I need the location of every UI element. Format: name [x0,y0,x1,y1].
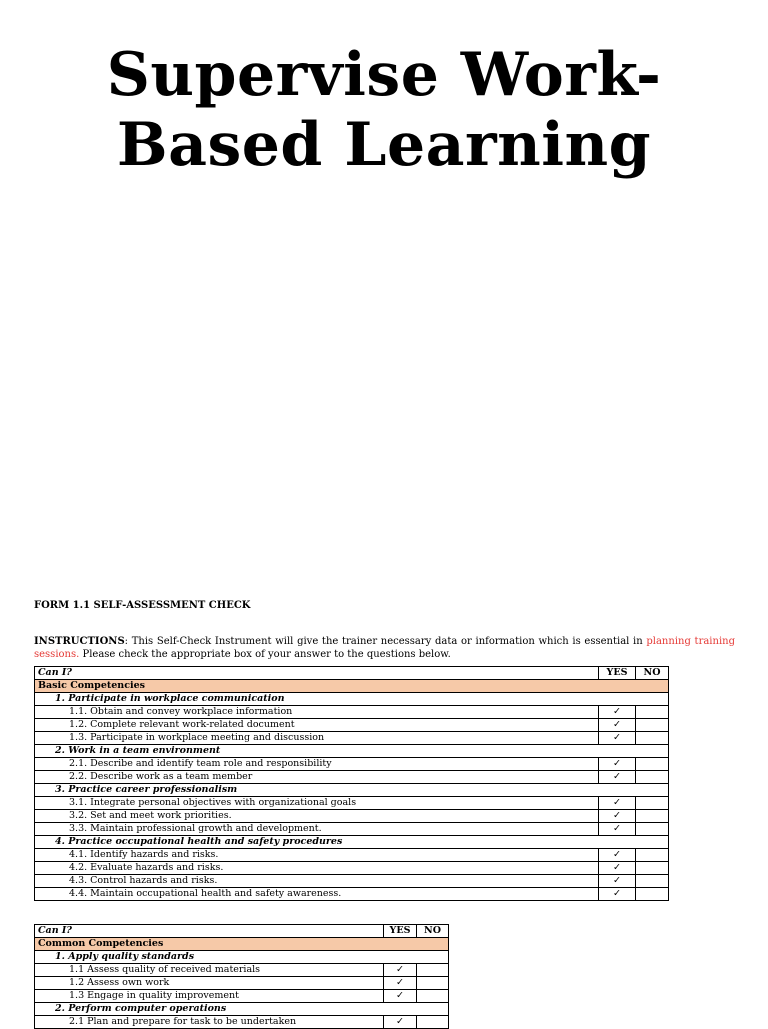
yes-checkbox[interactable]: ✓ [599,888,636,901]
category-row [35,680,669,693]
competency-row [35,836,669,849]
question-text: 4.3. Control hazards and risks. [35,875,599,888]
yes-checkbox[interactable]: ✓ [599,797,636,810]
yes-checkbox[interactable]: ✓ [599,732,636,745]
yes-checkbox[interactable]: ✓ [599,849,636,862]
question-text: 1.3. Participate in workplace meeting and discussion [35,732,599,745]
question-text: 1.2. Complete relevant work-related document [35,719,599,732]
question-text: 1.2 Assess own work [35,977,384,990]
table-row [35,990,449,1003]
column-header-no: NO [636,667,669,680]
table-row [35,706,669,719]
no-checkbox[interactable] [636,797,669,810]
no-checkbox[interactable] [417,964,449,977]
yes-checkbox[interactable]: ✓ [384,977,417,990]
question-text: 1.1. Obtain and convey workplace information [35,706,599,719]
table-row [35,719,669,732]
form-title: FORM 1.1 SELF-ASSESSMENT CHECK [34,600,251,611]
question-text: 3.3. Maintain professional growth and development. [35,823,599,836]
table-row [35,862,669,875]
instructions-paragraph [34,635,735,661]
common-competencies-table [34,924,449,1029]
yes-checkbox[interactable]: ✓ [599,875,636,888]
instructions-text-1: : This Self-Check Instrument will give the trainer necessary data or information which is essential in [124,636,647,647]
question-text: 4.2. Evaluate hazards and risks. [35,862,599,875]
document-title-line-1: Supervise Work- [106,40,662,110]
competency-title: 2. Work in a team environment [35,745,669,758]
column-header-yes: YES [599,667,636,680]
competency-row [35,1003,449,1016]
table-row [35,771,669,784]
document-title-line-2: Based Learning [116,110,652,180]
yes-checkbox[interactable]: ✓ [384,1016,417,1029]
question-text: 2.1. Describe and identify team role and responsibility [35,758,599,771]
table-row [35,1016,449,1029]
no-checkbox[interactable] [636,888,669,901]
question-text: 3.1. Integrate personal objectives with organizational goals [35,797,599,810]
table-row [35,823,669,836]
yes-checkbox[interactable]: ✓ [384,964,417,977]
no-checkbox[interactable] [636,849,669,862]
document-title [0,40,768,180]
category-row [35,938,449,951]
no-checkbox[interactable] [636,732,669,745]
competency-title: 1. Participate in workplace communication [35,693,669,706]
table-row [35,888,669,901]
question-text: 1.1 Assess quality of received materials [35,964,384,977]
competency-row [35,951,449,964]
yes-checkbox[interactable]: ✓ [384,990,417,1003]
question-text: 2.1 Plan and prepare for task to be undertaken [35,1016,384,1029]
competency-title: 2. Perform computer operations [35,1003,449,1016]
no-checkbox[interactable] [636,771,669,784]
no-checkbox[interactable] [417,990,449,1003]
column-header-question: Can I? [35,667,599,680]
no-checkbox[interactable] [636,862,669,875]
table-row [35,758,669,771]
no-checkbox[interactable] [636,823,669,836]
no-checkbox[interactable] [636,875,669,888]
question-text: 4.4. Maintain occupational health and safety awareness. [35,888,599,901]
no-checkbox[interactable] [417,977,449,990]
competency-title: 3. Practice career professionalism [35,784,669,797]
yes-checkbox[interactable]: ✓ [599,823,636,836]
no-checkbox[interactable] [636,758,669,771]
question-text: 2.2. Describe work as a team member [35,771,599,784]
no-checkbox[interactable] [636,706,669,719]
question-text: 4.1. Identify hazards and risks. [35,849,599,862]
no-checkbox[interactable] [636,810,669,823]
column-header-yes: YES [384,925,417,938]
column-header-question: Can I? [35,925,384,938]
table-row [35,875,669,888]
category-label: Basic Competencies [35,680,669,693]
instructions-text-2: Please check the appropriate box of your answer to the questions below. [79,649,451,660]
instructions-highlight: planning training sessions. [34,636,735,660]
basic-competencies-table [34,666,669,901]
competency-row [35,745,669,758]
column-header-no: NO [417,925,449,938]
yes-checkbox[interactable]: ✓ [599,706,636,719]
table-row [35,849,669,862]
yes-checkbox[interactable]: ✓ [599,758,636,771]
table-header-row [35,667,669,680]
category-label: Common Competencies [35,938,449,951]
question-text: 3.2. Set and meet work priorities. [35,810,599,823]
table-row [35,797,669,810]
instructions-label: INSTRUCTIONS [34,636,125,647]
table-row [35,732,669,745]
no-checkbox[interactable] [636,719,669,732]
table-row [35,964,449,977]
competency-title: 1. Apply quality standards [35,951,449,964]
table-header-row [35,925,449,938]
question-text: 1.3 Engage in quality improvement [35,990,384,1003]
competency-row [35,693,669,706]
no-checkbox[interactable] [417,1016,449,1029]
table-row [35,977,449,990]
competency-row [35,784,669,797]
yes-checkbox[interactable]: ✓ [599,771,636,784]
yes-checkbox[interactable]: ✓ [599,719,636,732]
yes-checkbox[interactable]: ✓ [599,810,636,823]
competency-title: 4. Practice occupational health and safety procedures [35,836,669,849]
yes-checkbox[interactable]: ✓ [599,862,636,875]
table-row [35,810,669,823]
